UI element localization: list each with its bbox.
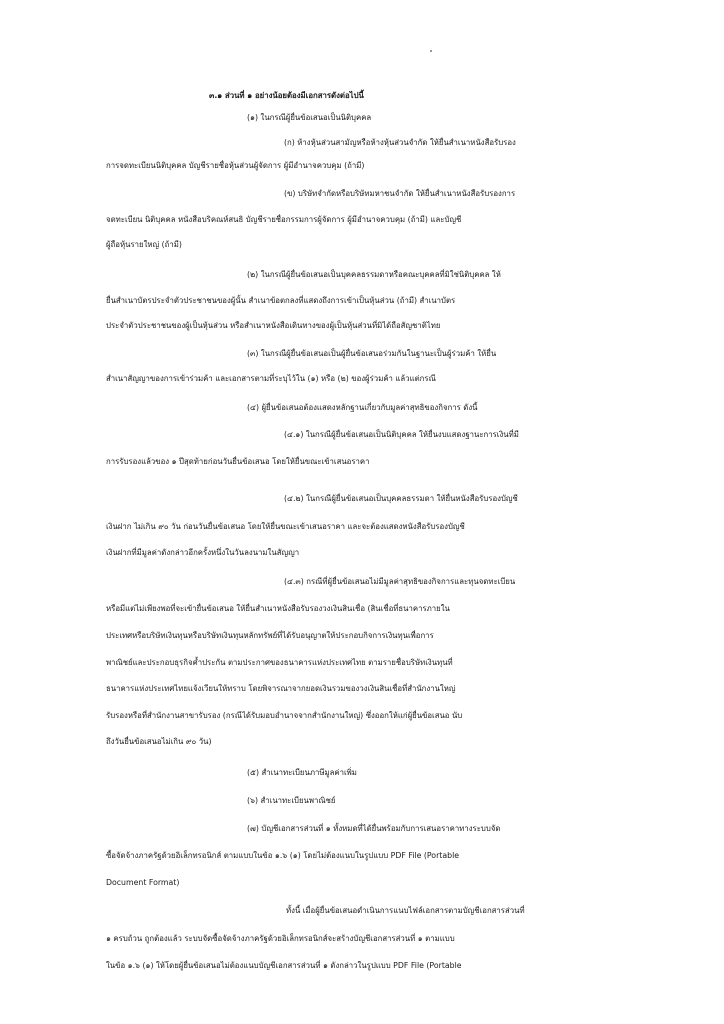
paragraph-line: ในข้อ ๑.๖ (๑) ให้โดยผู้ยื่นข้อเสนอไม่ต้องแนบบัญชีเอกสารส่วนที่ ๑ ดังกล่าวในรูปแบบ PDF File (Portable [106, 961, 462, 970]
item-2: (๒) ในกรณีผู้ยื่นข้อเสนอเป็นบุคคลธรรมดาหรือคณะบุคคลที่มิใช่นิติบุคคล ให้ [247, 270, 501, 279]
paragraph-line: ประเทศหรือบริษัทเงินทุนหรือบริษัทเงินทุนหลักทรัพย์ที่ได้รับอนุญาตให้ประกอบกิจการเงินทุนเพื่อการ [106, 631, 434, 640]
paragraph-line: หรือมีแต่ไม่เพียงพอที่จะเข้ายื่นข้อเสนอ ให้ยื่นสำเนาหนังสือรับรองวงเงินสินเชื่อ (สินเชื่อที่ธนาคารภายใน [106, 604, 450, 613]
scan-speck [430, 50, 432, 52]
paragraph-line: การรับรองแล้วของ ๑ ปีสุดท้ายก่อนวันยื่นข้อเสนอ โดยให้ยื่นขณะเข้าเสนอราคา [106, 457, 370, 466]
item-1: (๑) ในกรณีผู้ยื่นข้อเสนอเป็นนิติบุคคล [247, 113, 372, 122]
paragraph-line: ยื่นสำเนาบัตรประจำตัวประชาชนของผู้นั้น สำเนาข้อตกลงที่แสดงถึงการเข้าเป็นหุ้นส่วน (ถ้ามี) สำเนาบัตร [106, 296, 456, 305]
paragraph-line: ถึงวันยื่นข้อเสนอไม่เกิน ๙๐ วัน) [106, 737, 212, 746]
item-1b: (ข) บริษัทจำกัดหรือบริษัทมหาชนจำกัด ให้ยื่นสำเนาหนังสือรับรองการ [284, 189, 516, 198]
item-4-2: (๔.๒) ในกรณีผู้ยื่นข้อเสนอเป็นบุคคลธรรมดา ให้ยื่นหนังสือรับรองบัญชี [284, 494, 518, 503]
paragraph-line: จดทะเบียน นิติบุคคล หนังสือบริคณห์สนธิ บัญชีรายชื่อกรรมการผู้จัดการ ผู้มีอำนาจควบคุม (ถ้ามี) และบัญชี [106, 215, 462, 224]
item-4: (๔) ผู้ยื่นข้อเสนอต้องแสดงหลักฐานเกี่ยวกับมูลค่าสุทธิของกิจการ ดังนี้ [247, 403, 478, 412]
paragraph-line: เงินฝาก ไม่เกิน ๙๐ วัน ก่อนวันยื่นข้อเสนอ โดยให้ยื่นขณะเข้าเสนอราคา และจะต้องแสดงหนังสือรับรองบัญชี [106, 522, 465, 531]
item-4-3: (๔.๓) กรณีที่ผู้ยื่นข้อเสนอไม่มีมูลค่าสุทธิของกิจการและทุนจดทะเบียน [284, 577, 516, 586]
item-4-1: (๔.๑) ในกรณีผู้ยื่นข้อเสนอเป็นนิติบุคคล ให้ยื่นงบแสดงฐานะการเงินที่มี [284, 430, 519, 439]
paragraph-line: ผู้ถือหุ้นรายใหญ่ (ถ้ามี) [106, 240, 182, 249]
item-3: (๓) ในกรณีผู้ยื่นข้อเสนอเป็นผู้ยื่นข้อเสนอร่วมกันในฐานะเป็นผู้ร่วมค้า ให้ยื่น [247, 349, 497, 358]
paragraph-line: ธนาคารแห่งประเทศไทยแจ้งเวียนให้ทราบ โดยพิจารณาจากยอดเงินรวมของวงเงินสินเชื่อที่สำนักงานใหญ่ [106, 684, 456, 693]
note-paragraph: ทั้งนี้ เมื่อผู้ยื่นข้อเสนอดำเนินการแนบไฟล์เอกสารตามบัญชีเอกสารส่วนที่ [286, 906, 525, 915]
paragraph-line: สำเนาสัญญาของการเข้าร่วมค้า และเอกสารตามที่ระบุไว้ใน (๑) หรือ (๒) ของผู้ร่วมค้า แล้วแต่กรณี [106, 374, 436, 383]
item-5: (๕) สำเนาทะเบียนภาษีมูลค่าเพิ่ม [247, 768, 357, 777]
item-6: (๖) สำเนาทะเบียนพาณิชย์ [247, 796, 336, 805]
item-7: (๗) บัญชีเอกสารส่วนที่ ๑ ทั้งหมดที่ได้ยื่นพร้อมกับการเสนอราคาทางระบบจัด [247, 824, 501, 833]
paragraph-line: เงินฝากที่มีมูลค่าดังกล่าวอีกครั้งหนึ่งในวันลงนามในสัญญา [106, 548, 300, 557]
paragraph-line: พาณิชย์และประกอบธุรกิจค้ำประกัน ตามประกาศของธนาคารแห่งประเทศไทย ตามรายชื่อบริษัทเงินทุนที่ [106, 658, 453, 667]
section-heading: ๓.๑ ส่วนที่ ๑ อย่างน้อยต้องมีเอกสารดังต่อไปนี้ [209, 91, 364, 100]
paragraph-line: การจดทะเบียนนิติบุคคล บัญชีรายชื่อหุ้นส่วนผู้จัดการ ผู้มีอำนาจควบคุม (ถ้ามี) [106, 161, 365, 170]
paragraph-line: ประจำตัวประชาชนของผู้เป็นหุ้นส่วน หรือสำเนาหนังสือเดินทางของผู้เป็นหุ้นส่วนที่มิได้ถือสัญชาติไทย [106, 321, 441, 330]
paragraph-line: รับรองหรือที่สำนักงานสาขารับรอง (กรณีได้รับมอบอำนาจจากสำนักงานใหญ่) ซึ่งออกให้แก่ผู้ยื่นข้อเสนอ นับ [106, 711, 463, 720]
paragraph-line: ๑ ครบถ้วน ถูกต้องแล้ว ระบบจัดซื้อจัดจ้างภาครัฐด้วยอิเล็กทรอนิกส์จะสร้างบัญชีเอกสารส่วนที่ ๑ ตามแบบ [106, 934, 455, 943]
paragraph-line: Document Format) [106, 878, 180, 887]
paragraph-line: ซื้อจัดจ้างภาครัฐด้วยอิเล็กทรอนิกส์ ตามแบบในข้อ ๑.๖ (๑) โดยไม่ต้องแนบในรูปแบบ PDF File (Portable [106, 851, 460, 860]
item-1a: (ก) ห้างหุ้นส่วนสามัญหรือห้างหุ้นส่วนจำกัด ให้ยื่นสำเนาหนังสือรับรอง [284, 138, 516, 147]
